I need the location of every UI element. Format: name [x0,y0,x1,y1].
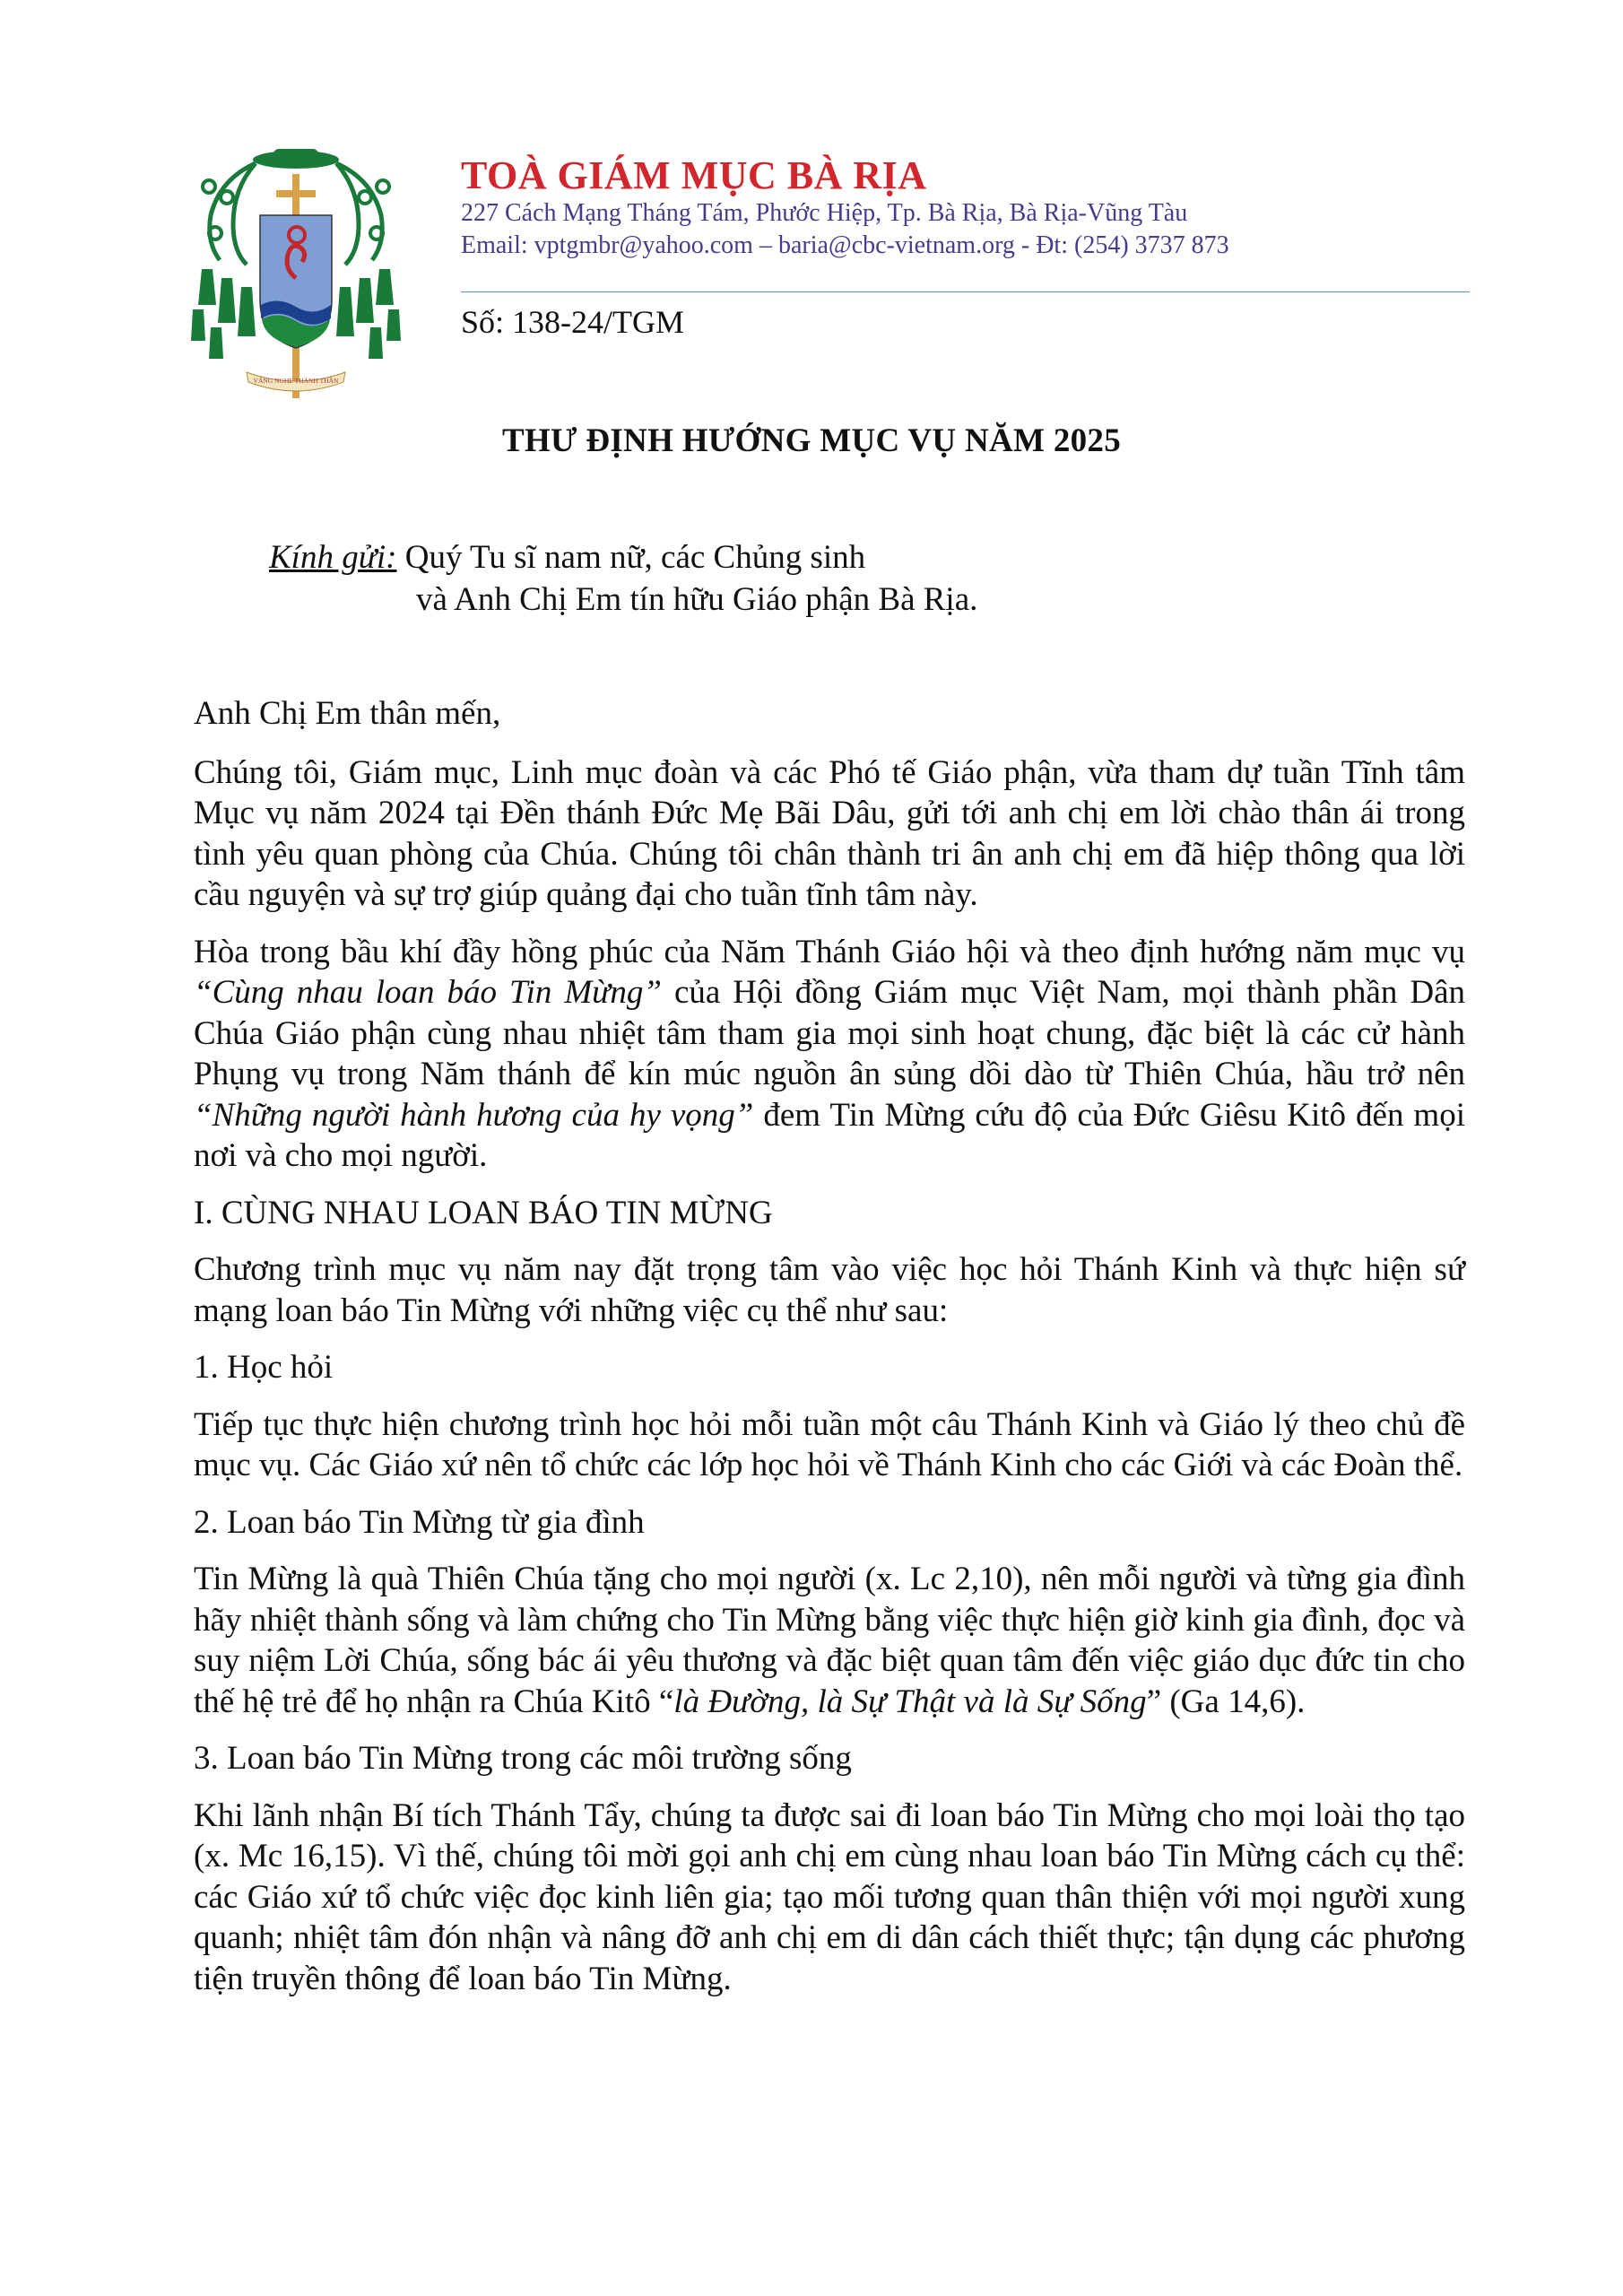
organization-name: TOÀ GIÁM MỤC BÀ RỊA [461,153,927,197]
document-title: THƯ ĐỊNH HƯỚNG MỤC VỤ NĂM 2025 [501,422,1122,459]
section-1-intro: Chương trình mục vụ năm nay đặt trọng tâm vào việc học hỏi Thánh Kinh và thực hiện sứ mạng loan báo Tin Mừng với những việc cụ thể như sau: [194,1251,1465,1329]
addressee-line-1: Quý Tu sĩ nam nữ, các Chủng sinh [396,539,866,576]
item-2-text: Tin Mừng là quà Thiên Chúa tặng cho mọi người (x. Lc 2,10), nên mỗi người và từng gia đình hãy nhiệt thành sống và làm chứng cho Tin Mừng bằng việc thực hiện giờ kinh gia đình, đọc và suy niệm Lời Chúa, sống bác ái yêu thương và đặc biệt quan tâm đến việc giáo dục đức tin cho thế hệ trẻ để họ nhận ra Chúa Kitô “là Đường, là Sự Thật và là Sự Sống” (Ga 14,6). [194,1561,1465,1720]
organization-address: 227 Cách Mạng Tháng Tám, Phước Hiệp, Tp. Bà Rịa, Bà Rịa-Vũng Tàu [461,199,1188,227]
addressee-label: Kính gửi: [269,539,397,576]
section-1-heading: I. CÙNG NHAU LOAN BÁO TIN MỪNG [194,1194,773,1231]
motto-text: VÂNG NGHE THÁNH THẦN [253,377,339,385]
quote-1: “Cùng nhau loan báo Tin Mừng” [194,974,662,1011]
addressee-line-2: và Anh Chị Em tín hữu Giáo phận Bà Rịa. [416,581,978,618]
item-3-heading: 3. Loan báo Tin Mừng trong các môi trường sống [194,1740,852,1777]
item-1-text: Tiếp tục thực hiện chương trình học hỏi mỗi tuần một câu Thánh Kinh và Giáo lý theo chủ đề mục vụ. Các Giáo xứ nên tổ chức các lớp học hỏi về Thánh Kinh cho các Giới và các Đoàn thể. [194,1405,1465,1483]
item-1-heading: 1. Học hỏi [194,1349,334,1386]
document-number: Số: 138-24/TGM [461,304,685,340]
quote-2: “Những người hành hương của hy vọng” [194,1096,754,1134]
paragraph-1: Chúng tôi, Giám mục, Linh mục đoàn và các Phó tế Giáo phận, vừa tham dự tuần Tĩnh tâm Mục vụ năm 2024 tại Đền thánh Đức Mẹ Bãi Dâu, gửi tới anh chị em lời chào thân ái trong tình yêu quan phòng của Chúa. Chúng tôi chân thành tri ân anh chị em đã hiệp thông qua lời cầu nguyện và sự trợ giúp quảng đại cho tuần tĩnh tâm này. [194,753,1465,913]
letter-body [194,693,1465,2015]
item-3-text: Khi lãnh nhận Bí tích Thánh Tẩy, chúng ta được sai đi loan báo Tin Mừng cho mọi loài thọ tạo (x. Mc 16,15). Vì thế, chúng tôi mời gọi anh chị em cùng nhau loan báo Tin Mừng cách cụ thể: các Giáo xứ tổ chức việc đọc kinh liên gia; tạo mối tương quan thân thiện với mọi người xung quanh; nhiệt tâm đón nhận và nâng đỡ anh chị em di dân cách thiết thực; tận dụng các phương tiện truyền thông để loan báo Tin Mừng. [194,1796,1465,1997]
greeting: Anh Chị Em thân mến, [194,695,501,732]
addressee-block [269,536,977,621]
item-2-heading: 2. Loan báo Tin Mừng từ gia đình [194,1503,645,1541]
paragraph-2: Hòa trong bầu khí đầy hồng phúc của Năm Thánh Giáo hội và theo định hướng năm mục vụ “Cùng nhau loan báo Tin Mừng” của Hội đồng Giám mục Việt Nam, mọi thành phần Dân Chúa Giáo phận cùng nhau nhiệt tâm tham gia mọi sinh hoạt chung, đặc biệt là các cử hành Phụng vụ trong Năm thánh để kín múc nguồn ân sủng dồi dào từ Thiên Chúa, hầu trở nên “Những người hành hương của hy vọng” đem Tin Mừng cứu độ của Đức Giêsu Kitô đến mọi nơi và cho mọi người. [194,933,1465,1174]
scripture-quote: là Đường, là Sự Thật và là Sự Sống [673,1683,1147,1720]
coat-of-arms-logo [184,144,408,404]
organization-contact: Email: vptgmbr@yahoo.com – baria@cbc-vietnam.org - Đt: (254) 3737 873 [461,231,1229,259]
header-divider [461,291,1470,292]
